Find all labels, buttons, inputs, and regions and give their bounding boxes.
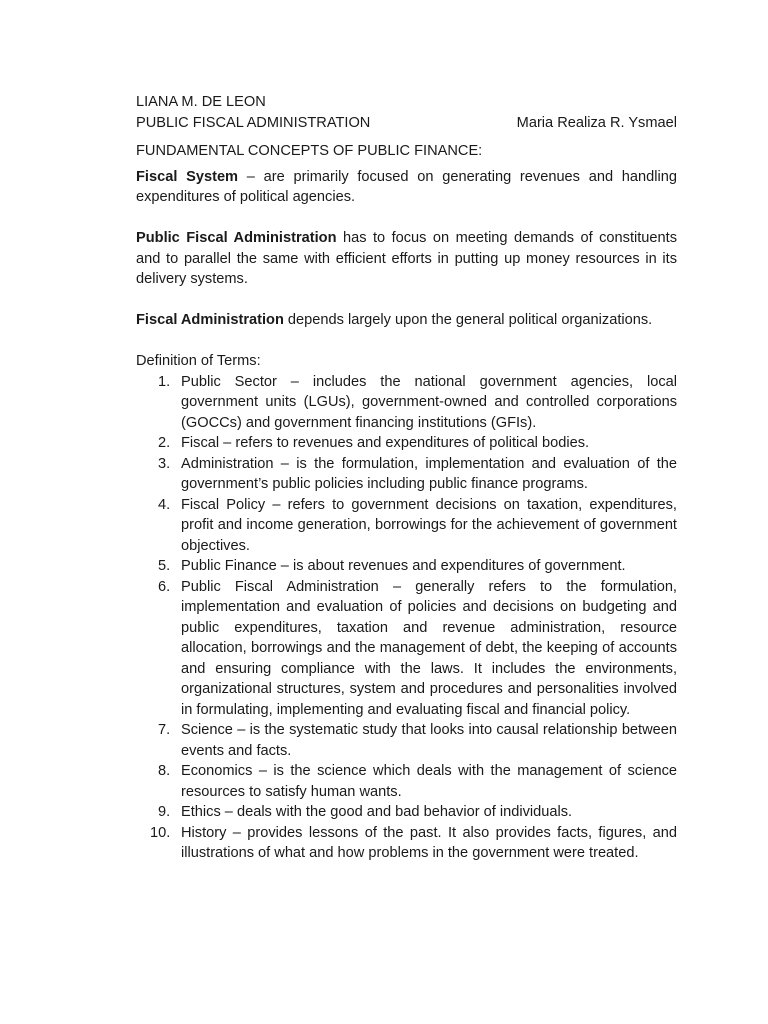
term-fiscal-system: Fiscal System (136, 168, 239, 185)
list-number: 6. (158, 578, 171, 595)
list-item (136, 761, 677, 802)
section-title: FUNDAMENTAL CONCEPTS OF PUBLIC FINANCE: (136, 143, 483, 159)
list-item (136, 577, 677, 721)
definitions-list (136, 372, 677, 864)
list-number: 3. (158, 455, 171, 472)
list-text: Fiscal Policy – refers to government decisions on taxation, expenditures, profit and income generation, borrowings for the achievement of government objectives. (181, 496, 677, 554)
list-item (136, 495, 677, 557)
list-number: 2. (158, 435, 171, 451)
list-item (136, 556, 677, 577)
list-item (136, 372, 677, 434)
course-title: PUBLIC FISCAL ADMINISTRATION (136, 114, 371, 131)
definitions-heading: Definition of Terms: (136, 353, 261, 369)
list-text: Public Fiscal Administration – generally refers to the formulation, implementation and evaluation of policies and decisions on budgeting and public expenditures, taxation and revenue administration, resource allocation, borrowings and the management of debt, the keeping of accounts and ensuring compliance with the laws. It includes the environments, organizational structures, system and procedures and personalities involved in formulating, implementing and evaluating fiscal and financial policy. (181, 578, 677, 718)
paragraph-public-fiscal-administration (136, 228, 677, 290)
list-number: 7. (158, 722, 171, 738)
list-item (136, 720, 677, 761)
list-item (136, 454, 677, 495)
paragraph-text: has to focus on meeting demands of constituents and to parallel the same with efficient efforts in putting up money resources in its delivery systems. (136, 230, 677, 287)
list-item (136, 823, 677, 864)
header-line (136, 113, 677, 134)
list-text: Ethics – deals with the good and bad behavior of individuals. (181, 804, 573, 820)
list-text: Fiscal – refers to revenues and expenditures of political bodies. (181, 435, 590, 451)
list-text: History – provides lessons of the past. It also provides facts, figures, and illustrations of what and how problems in the government were treated. (181, 824, 677, 861)
paragraph-fiscal-system (136, 167, 677, 208)
author-name: LIANA M. DE LEON (136, 94, 266, 110)
list-item (136, 433, 677, 454)
list-number: 1. (158, 373, 171, 390)
list-text: Economics – is the science which deals with the management of science resources to satisfy human wants. (181, 763, 677, 800)
paragraph-text: – are primarily focused on generating revenues and handling expenditures of political agencies. (136, 168, 677, 205)
list-item (136, 802, 677, 823)
list-text: Science – is the systematic study that looks into causal relationship between events and facts. (181, 722, 677, 759)
paragraph-fiscal-administration (136, 310, 677, 331)
list-text: Public Finance – is about revenues and expenditures of government. (181, 558, 626, 574)
list-text: Public Sector – includes the national government agencies, local government units (LGUs), government-owned and controlled corporations (GOCCs) and government financing institutions (GFIs). (181, 373, 677, 431)
list-number: 5. (158, 558, 171, 574)
list-text: Administration – is the formulation, implementation and evaluation of the government’s public policies including public finance programs. (181, 455, 677, 492)
list-number: 8. (158, 763, 171, 779)
list-number: 4. (158, 496, 171, 513)
paragraph-text: depends largely upon the general political organizations. (283, 312, 653, 328)
list-number: 10. (150, 824, 171, 841)
term-fiscal-administration: Fiscal Administration (136, 312, 284, 328)
term-public-fiscal-administration: Public Fiscal Administration (136, 230, 337, 246)
list-number: 9. (158, 804, 171, 820)
document-page (136, 92, 677, 864)
coauthor-name: Maria Realiza R. Ysmael (516, 114, 677, 131)
